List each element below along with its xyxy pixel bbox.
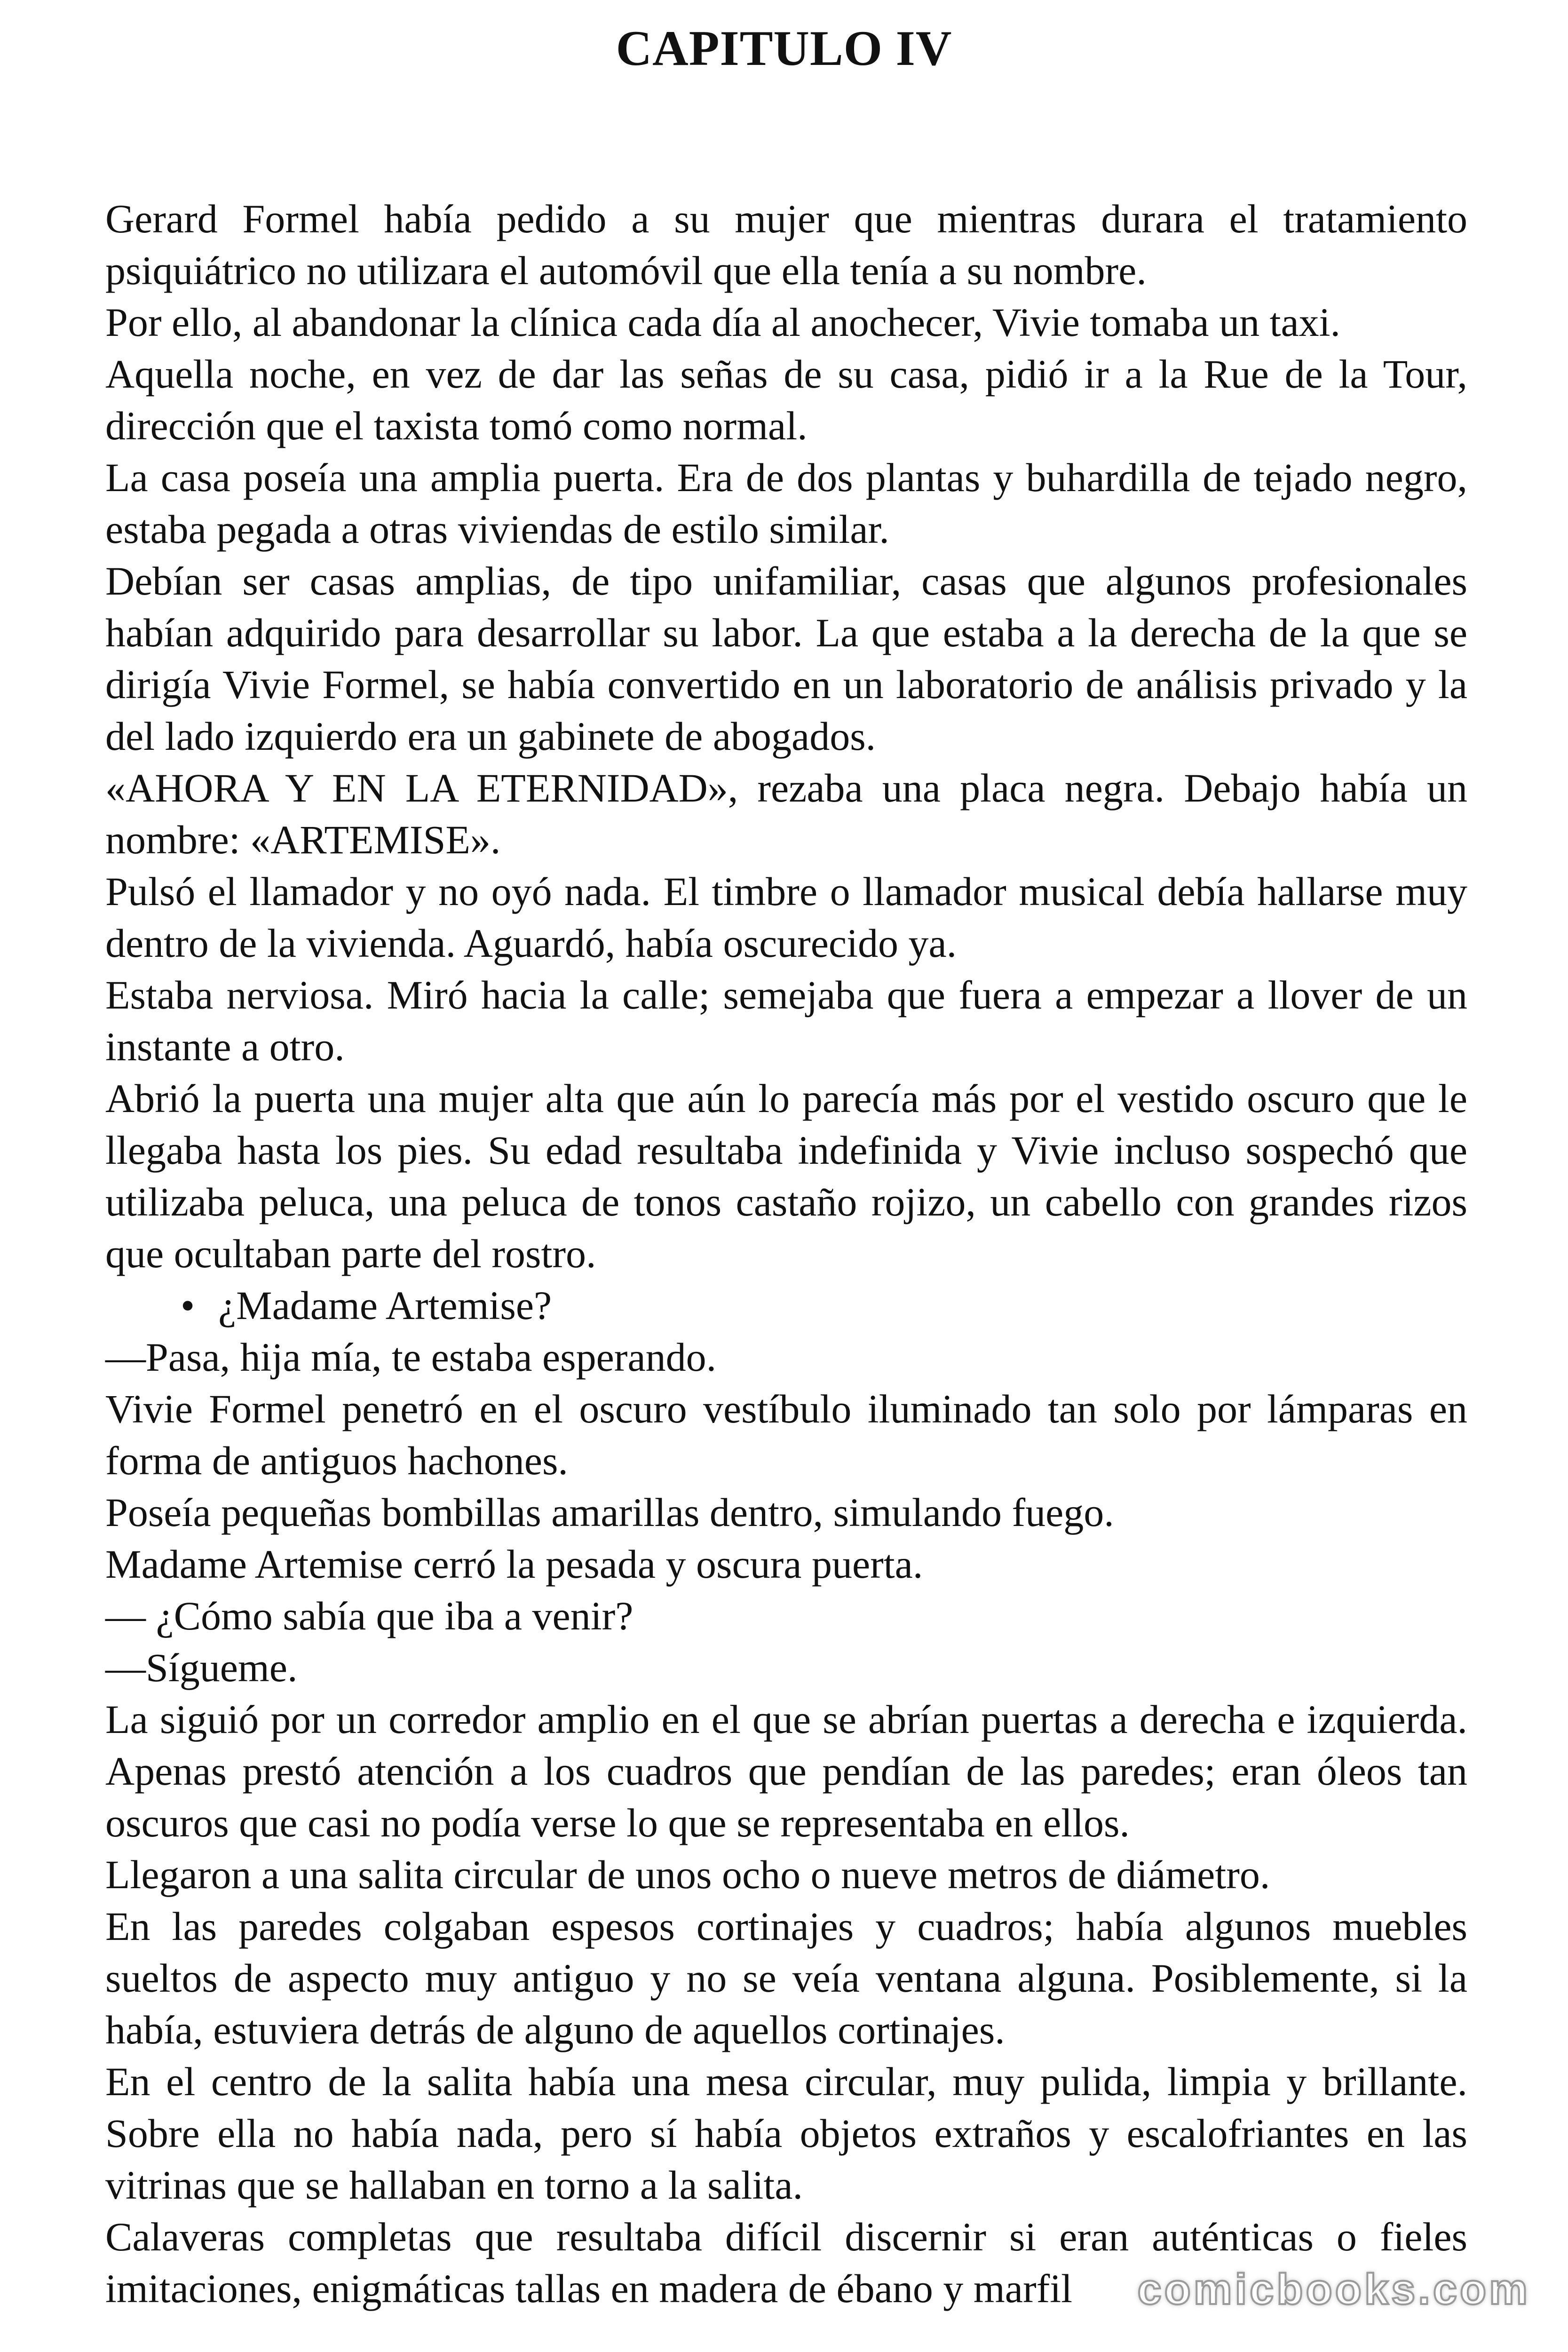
watermark: comicbooks.com: [1137, 2265, 1530, 2313]
paragraph: Gerard Formel había pedido a su mujer que mientras durara el tratamiento psiquiátrico no utilizara el automóvil que ella tenía a su nombre.: [105, 196, 1467, 293]
bullet-icon: •: [181, 1283, 195, 1328]
paragraph: Aquella noche, en vez de dar las señas de su casa, pidió ir a la Rue de la Tour, dirección que el taxista tomó como normal.: [105, 351, 1467, 448]
chapter-title: CAPITULO IV: [616, 21, 952, 76]
paragraph: Vivie Formel penetró en el oscuro vestíbulo iluminado tan solo por lámparas en forma de antiguos hachones.: [105, 1386, 1467, 1483]
paragraph: Calaveras completas que resultaba difícil discernir si eran auténticas o fieles imitaciones, enigmáticas tallas en madera de ébano y marfil: [105, 2214, 1467, 2311]
paragraph: «AHORA Y EN LA ETERNIDAD», rezaba una placa negra. Debajo había un nombre: «ARTEMISE».: [105, 765, 1467, 862]
paragraph: Madame Artemise cerró la pesada y oscura puerta.: [105, 1542, 923, 1587]
paragraph: En el centro de la salita había una mesa circular, muy pulida, limpia y brillante. Sobre ella no había nada, pero sí había objetos extraños y escalofriantes en las vitrinas que se hallaban en torno a la salita.: [105, 2059, 1467, 2208]
bullet-line: [105, 1279, 1467, 1331]
paragraph: La casa poseía una amplia puerta. Era de dos plantas y buhardilla de tejado negro, estaba pegada a otras viviendas de estilo similar.: [105, 455, 1467, 552]
paragraph: —Pasa, hija mía, te estaba esperando.: [105, 1335, 717, 1380]
paragraph: Poseía pequeñas bombillas amarillas dentro, simulando fuego.: [105, 1490, 1114, 1535]
paragraph: En las paredes colgaban espesos cortinajes y cuadros; había algunos muebles sueltos de aspecto muy antiguo y no se veía ventana alguna. Posiblemente, si la había, estuviera detrás de alguno de aquellos cortinajes.: [105, 1904, 1467, 2052]
chapter-body: [105, 193, 1467, 2314]
paragraph: Debían ser casas amplias, de tipo unifamiliar, casas que algunos profesionales habían adquirido para desarrollar su labor. La que estaba a la derecha de la que se dirigía Vivie Formel, se había convertido en un laboratorio de análisis privado y la del lado izquierdo era un gabinete de abogados.: [105, 558, 1467, 759]
paragraph: Abrió la puerta una mujer alta que aún lo parecía más por el vestido oscuro que le llegaba hasta los pies. Su edad resultaba indefinida y Vivie incluso sospechó que utilizaba peluca, una peluca de tonos castaño rojizo, un cabello con grandes rizos que ocultaban parte del rostro.: [105, 1076, 1467, 1276]
paragraph: Llegaron a una salita circular de unos ocho o nueve metros de diámetro.: [105, 1852, 1270, 1897]
paragraph: Por ello, al abandonar la clínica cada día al anochecer, Vivie tomaba un taxi.: [105, 300, 1341, 345]
paragraph: — ¿Cómo sabía que iba a venir?: [105, 1593, 634, 1638]
paragraph: Estaba nerviosa. Miró hacia la calle; semejaba que fuera a empezar a llover de un instante a otro.: [105, 972, 1467, 1069]
bullet-text: ¿Madame Artemise?: [218, 1283, 552, 1328]
paragraph: —Sígueme.: [105, 1645, 298, 1690]
paragraph: Pulsó el llamador y no oyó nada. El timbre o llamador musical debía hallarse muy dentro de la vivienda. Aguardó, había oscurecido ya.: [105, 869, 1467, 966]
paragraph: La siguió por un corredor amplio en el que se abrían puertas a derecha e izquierda. Apenas prestó atención a los cuadros que pendían de las paredes; eran óleos tan oscuros que casi no podía verse lo que se representaba en ellos.: [105, 1697, 1467, 1845]
